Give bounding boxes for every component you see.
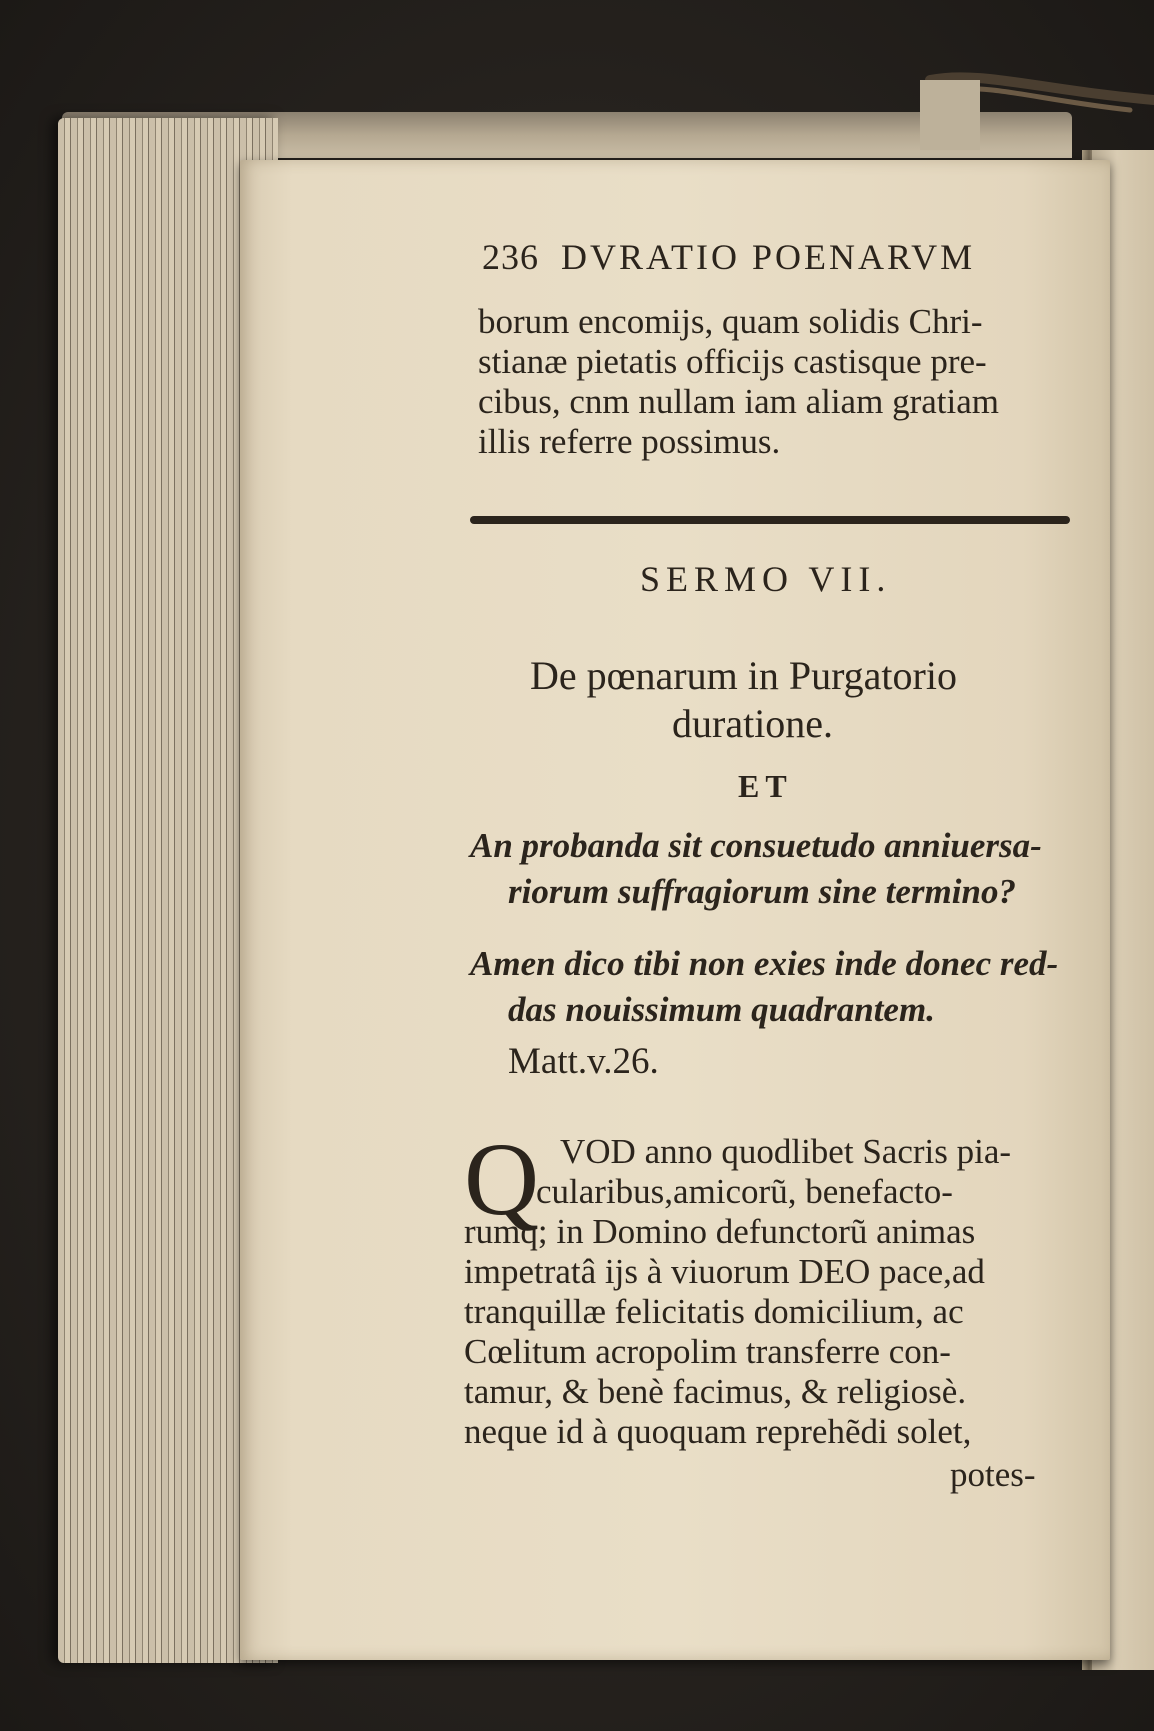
running-title: DVRATIO POENARVM bbox=[561, 237, 976, 277]
conjunction: ET bbox=[738, 768, 793, 804]
scripture-reference: Matt.v.26. bbox=[508, 1041, 659, 1082]
sermon-heading: SERMO VII. bbox=[640, 559, 892, 599]
binding-string-icon bbox=[920, 60, 1154, 150]
running-header bbox=[482, 236, 975, 278]
paragraph-line: tranquillæ felicitatis domicilium, ac bbox=[464, 1292, 964, 1331]
page-number: 236 bbox=[482, 237, 539, 277]
question-line: An probanda sit consuetudo anniuersa- bbox=[470, 826, 1042, 865]
text-line: borum encomijs, quam solidis Chri- bbox=[478, 302, 983, 341]
paragraph-line: VOD anno quodlibet Sacris pia- bbox=[560, 1132, 1012, 1171]
paragraph-line: impetratâ ijs à viuorum DEO pace,ad bbox=[464, 1252, 985, 1291]
sermon-subtitle-line: duratione. bbox=[672, 701, 834, 746]
drop-capital: Q bbox=[464, 1122, 540, 1237]
paragraph-line: rumq; in Domino defunctorũ animas bbox=[464, 1212, 976, 1251]
catchword: potes- bbox=[950, 1455, 1036, 1494]
paragraph-line: neque id à quoquam reprehẽdi solet, bbox=[464, 1412, 972, 1451]
section-rule bbox=[470, 516, 1070, 524]
paragraph-line: Cœlitum acropolim transferre con- bbox=[464, 1332, 951, 1371]
text-line: illis referre possimus. bbox=[478, 422, 781, 461]
paragraph-line: cularibus,amicorũ, benefacto- bbox=[536, 1172, 953, 1211]
text-line: stianæ pietatis officijs castisque pre- bbox=[478, 342, 987, 381]
epigraph-line: das nouissimum quadrantem. bbox=[508, 990, 935, 1029]
question-line: riorum suffragiorum sine termino? bbox=[508, 872, 1016, 911]
text-line: cibus, cnm nullam iam aliam gratiam bbox=[478, 382, 999, 421]
paragraph-line: tamur, & benè facimus, & religiosè. bbox=[464, 1372, 967, 1411]
sermon-subtitle-line: De pœnarum in Purgatorio bbox=[530, 653, 957, 698]
epigraph-line: Amen dico tibi non exies inde donec red- bbox=[470, 944, 1059, 983]
